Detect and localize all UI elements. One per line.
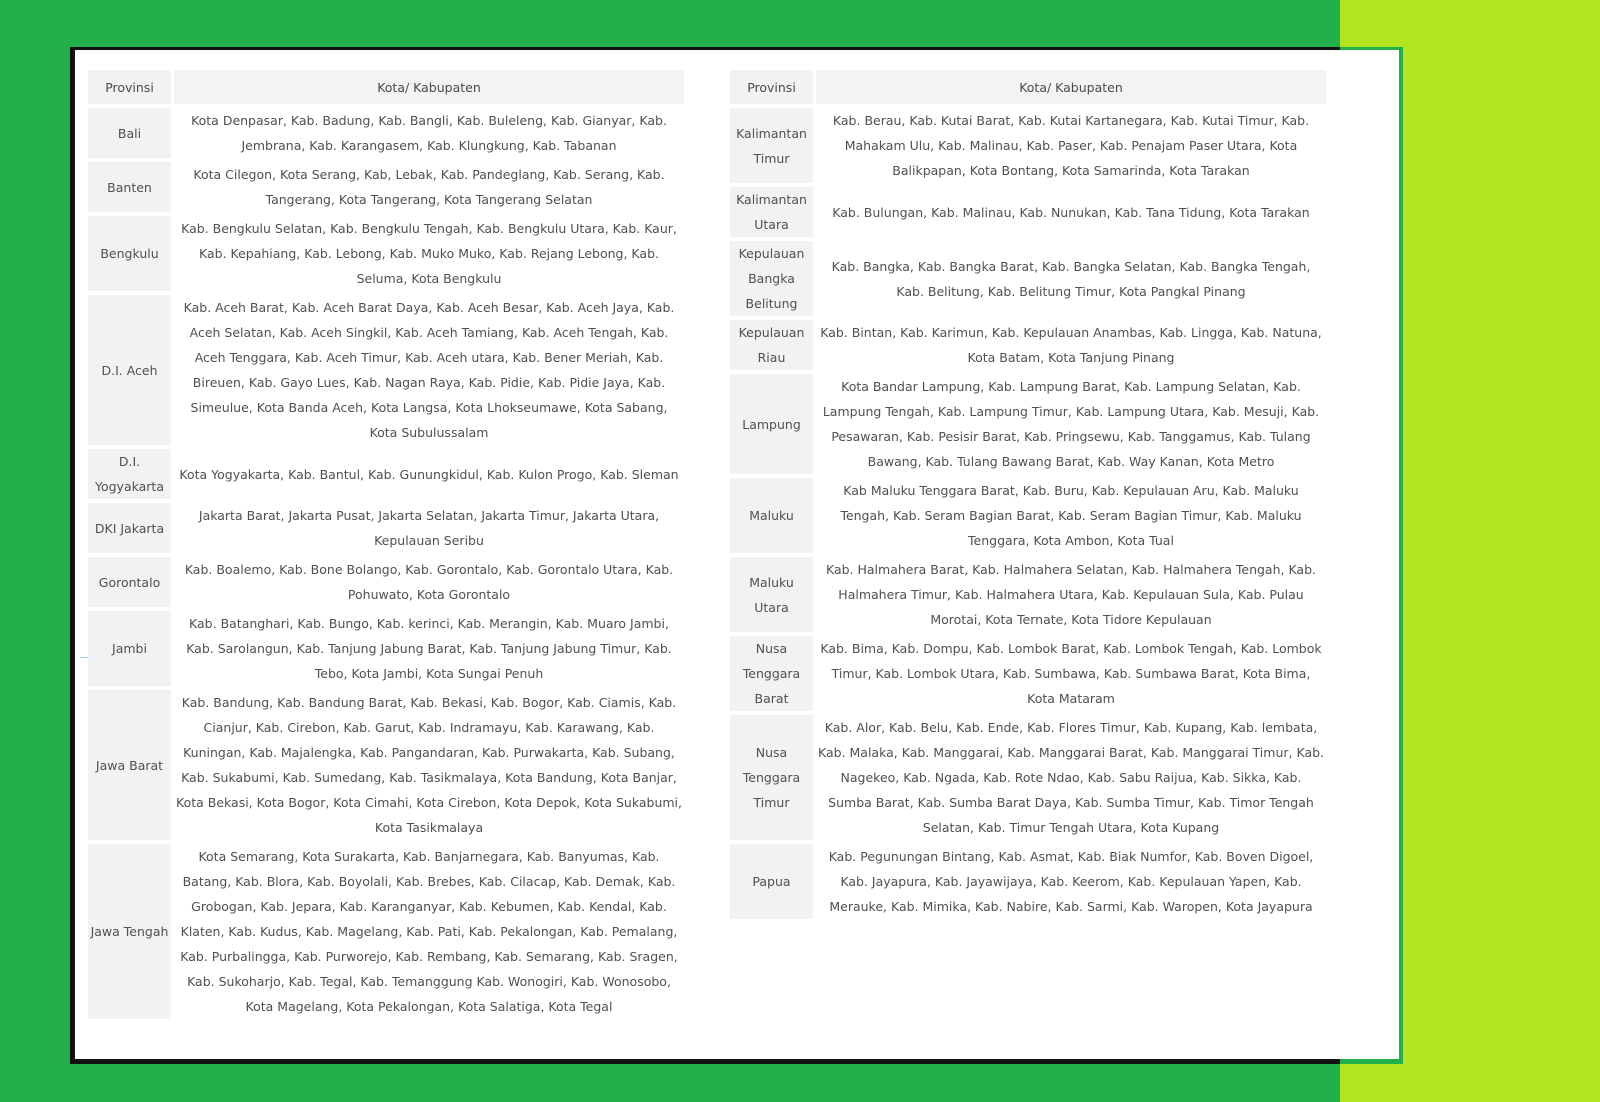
city-list-cell: Kab. Bandung, Kab. Bandung Barat, Kab. Bekasi, Kab. Bogor, Kab. Ciamis, Kab. Cianjur, Kab. Cirebon, Kab. Garut, Kab. Indramayu, Kab. Karawang, Kab. Kuningan, Kab. Majalengka, Kab. Pangandaran, Kab. Purwakarta, Kab. Subang, Kab. Sukabumi, Kab. Sumedang, Kab. Tasikmalaya, Kota Bandung, Kota Banjar, Kota Bekasi, Kota Bogor, Kota Cimahi, Kota Cirebon, Kota Depok, Kota Sukabumi, Kota Tasikmalaya	[174, 690, 684, 840]
table-row	[730, 636, 1326, 711]
city-list-cell: Kab. Alor, Kab. Belu, Kab. Ende, Kab. Flores Timur, Kab. Kupang, Kab. lembata, Kab. Malaka, Kab. Manggarai, Kab. Manggarai Barat, Kab. Manggarai Timur, Kab. Nagekeo, Kab. Ngada, Kab. Rote Ndao, Kab. Sabu Raijua, Kab. Sikka, Kab. Sumba Barat, Kab. Sumba Barat Daya, Kab. Sumba Timur, Kab. Timor Tengah Selatan, Kab. Timur Tengah Utara, Kota Kupang	[816, 715, 1326, 840]
province-cell: D.I. Aceh	[88, 295, 174, 445]
province-cell: Kepulauan Riau	[730, 320, 816, 370]
table-row	[88, 503, 684, 553]
card-edge-accent	[1340, 47, 1403, 50]
city-list-cell: Kab. Berau, Kab. Kutai Barat, Kab. Kutai Kartanegara, Kab. Kutai Timur, Kab. Mahakam Ulu, Kab. Malinau, Kab. Paser, Kab. Penajam Paser Utara, Kota Balikpapan, Kota Bontang, Kota Samarinda, Kota Tarakan	[816, 108, 1326, 183]
city-list-cell: Kab. Batanghari, Kab. Bungo, Kab. kerinci, Kab. Merangin, Kab. Muaro Jambi, Kab. Sarolangun, Kab. Tanjung Jabung Barat, Kab. Tanjung Jabung Timur, Kab. Tebo, Kota Jambi, Kota Sungai Penuh	[174, 611, 684, 686]
province-cell: Jambi	[88, 611, 174, 686]
province-cell: Jawa Tengah	[88, 844, 174, 1019]
region-table-right-body	[730, 108, 1326, 919]
province-cell: Maluku Utara	[730, 557, 816, 632]
province-cell: Kalimantan Timur	[730, 108, 816, 183]
table-row	[88, 557, 684, 607]
city-list-cell: Kab. Bintan, Kab. Karimun, Kab. Kepulauan Anambas, Kab. Lingga, Kab. Natuna, Kota Batam, Kota Tanjung Pinang	[816, 320, 1326, 370]
table-row	[730, 844, 1326, 919]
province-cell: Bengkulu	[88, 216, 174, 291]
city-list-cell: Kab. Halmahera Barat, Kab. Halmahera Selatan, Kab. Halmahera Tengah, Kab. Halmahera Timur, Kab. Halmahera Utara, Kab. Kepulauan Sula, Kab. Pulau Morotai, Kota Ternate, Kota Tidore Kepulauan	[816, 557, 1326, 632]
province-cell: Lampung	[730, 374, 816, 474]
table-row	[88, 690, 684, 840]
table-row	[88, 108, 684, 158]
table-header-row	[730, 70, 1326, 104]
city-list-cell: Kota Semarang, Kota Surakarta, Kab. Banjarnegara, Kab. Banyumas, Kab. Batang, Kab. Blora, Kab. Boyolali, Kab. Brebes, Kab. Cilacap, Kab. Demak, Kab. Grobogan, Kab. Jepara, Kab. Karanganyar, Kab. Kebumen, Kab. Kendal, Kab. Klaten, Kab. Kudus, Kab. Magelang, Kab. Pati, Kab. Pekalongan, Kab. Pemalang, Kab. Purbalingga, Kab. Purworejo, Kab. Rembang, Kab. Semarang, Kab. Sragen, Kab. Sukoharjo, Kab. Tegal, Kab. Temanggung Kab. Wonogiri, Kab. Wonosobo, Kota Magelang, Kota Pekalongan, Kota Salatiga, Kota Tegal	[174, 844, 684, 1019]
table-row	[730, 187, 1326, 237]
city-list-cell: Kab. Bangka, Kab. Bangka Barat, Kab. Bangka Selatan, Kab. Bangka Tengah, Kab. Belitung, Kab. Belitung Timur, Kota Pangkal Pinang	[816, 241, 1326, 316]
table-header-row	[88, 70, 684, 104]
city-list-cell: Kab. Boalemo, Kab. Bone Bolango, Kab. Gorontalo, Kab. Gorontalo Utara, Kab. Pohuwato, Kota Gorontalo	[174, 557, 684, 607]
city-list-cell: Kab. Bima, Kab. Dompu, Kab. Lombok Barat, Kab. Lombok Tengah, Kab. Lombok Timur, Kab. Lombok Utara, Kab. Sumbawa, Kab. Sumbawa Barat, Kota Bima, Kota Mataram	[816, 636, 1326, 711]
table-row	[730, 108, 1326, 183]
table-row	[88, 449, 684, 499]
province-cell: D.I. Yogyakarta	[88, 449, 174, 499]
city-list-cell: Kab. Bulungan, Kab. Malinau, Kab. Nunukan, Kab. Tana Tidung, Kota Tarakan	[816, 187, 1326, 237]
city-list-cell: Kota Denpasar, Kab. Badung, Kab. Bangli, Kab. Buleleng, Kab. Gianyar, Kab. Jembrana, Kab. Karangasem, Kab. Klungkung, Kab. Tabanan	[174, 108, 684, 158]
city-list-cell: Kab. Pegunungan Bintang, Kab. Asmat, Kab. Biak Numfor, Kab. Boven Digoel, Kab. Jayapura, Kab. Jayawijaya, Kab. Keerom, Kab. Kepulauan Yapen, Kab. Merauke, Kab. Mimika, Kab. Nabire, Kab. Sarmi, Kab. Waropen, Kota Jayapura	[816, 844, 1326, 919]
table-row	[730, 557, 1326, 632]
province-cell: Nusa Tenggara Timur	[730, 715, 816, 840]
city-list-cell: Kota Bandar Lampung, Kab. Lampung Barat, Kab. Lampung Selatan, Kab. Lampung Tengah, Kab. Lampung Timur, Kab. Lampung Utara, Kab. Mesuji, Kab. Pesawaran, Kab. Pesisir Barat, Kab. Pringsewu, Kab. Tanggamus, Kab. Tulang Bawang, Kab. Tulang Bawang Barat, Kab. Way Kanan, Kota Metro	[816, 374, 1326, 474]
province-cell: Maluku	[730, 478, 816, 553]
city-list-cell: Kota Yogyakarta, Kab. Bantul, Kab. Gunungkidul, Kab. Kulon Progo, Kab. Sleman	[174, 449, 684, 499]
region-table-left-body	[88, 108, 684, 1019]
province-cell: Banten	[88, 162, 174, 212]
region-table-right	[730, 66, 1326, 923]
province-cell: Kepulauan Bangka Belitung	[730, 241, 816, 316]
city-list-cell: Kab Maluku Tenggara Barat, Kab. Buru, Kab. Kepulauan Aru, Kab. Maluku Tengah, Kab. Seram Bagian Barat, Kab. Seram Bagian Timur, Kab. Maluku Tenggara, Kota Ambon, Kota Tual	[816, 478, 1326, 553]
province-cell: Jawa Barat	[88, 690, 174, 840]
province-header: Provinsi	[88, 70, 174, 104]
table-row	[730, 320, 1326, 370]
province-cell: Kalimantan Utara	[730, 187, 816, 237]
table-row	[730, 374, 1326, 474]
province-cell: Gorontalo	[88, 557, 174, 607]
province-cell: Papua	[730, 844, 816, 919]
table-row	[88, 295, 684, 445]
table-row	[730, 715, 1326, 840]
city-header: Kota/ Kabupaten	[174, 70, 684, 104]
table-row	[730, 241, 1326, 316]
region-table-left	[88, 66, 684, 1023]
province-cell: Nusa Tenggara Barat	[730, 636, 816, 711]
table-row	[730, 478, 1326, 553]
city-list-cell: Kab. Bengkulu Selatan, Kab. Bengkulu Tengah, Kab. Bengkulu Utara, Kab. Kaur, Kab. Kepahiang, Kab. Lebong, Kab. Muko Muko, Kab. Rejang Lebong, Kab. Seluma, Kota Bengkulu	[174, 216, 684, 291]
city-list-cell: Kab. Aceh Barat, Kab. Aceh Barat Daya, Kab. Aceh Besar, Kab. Aceh Jaya, Kab. Aceh Selatan, Kab. Aceh Singkil, Kab. Aceh Tamiang, Kab. Aceh Tengah, Kab. Aceh Tenggara, Kab. Aceh Timur, Kab. Aceh utara, Kab. Bener Meriah, Kab. Bireuen, Kab. Gayo Lues, Kab. Nagan Raya, Kab. Pidie, Kab. Pidie Jaya, Kab. Simeulue, Kota Banda Aceh, Kota Langsa, Kota Lhokseumawe, Kota Sabang, Kota Subulussalam	[174, 295, 684, 445]
province-cell: DKI Jakarta	[88, 503, 174, 553]
city-list-cell: Jakarta Barat, Jakarta Pusat, Jakarta Selatan, Jakarta Timur, Jakarta Utara, Kepulauan Seribu	[174, 503, 684, 553]
table-row	[88, 844, 684, 1019]
table-row	[88, 611, 684, 686]
decorative-tick	[80, 657, 88, 658]
city-list-cell: Kota Cilegon, Kota Serang, Kab, Lebak, Kab. Pandeglang, Kab. Serang, Kab. Tangerang, Kota Tangerang, Kota Tangerang Selatan	[174, 162, 684, 212]
province-cell: Bali	[88, 108, 174, 158]
table-row	[88, 162, 684, 212]
table-row	[88, 216, 684, 291]
province-header: Provinsi	[730, 70, 816, 104]
card-edge-accent	[1340, 1059, 1403, 1064]
city-header: Kota/ Kabupaten	[816, 70, 1326, 104]
